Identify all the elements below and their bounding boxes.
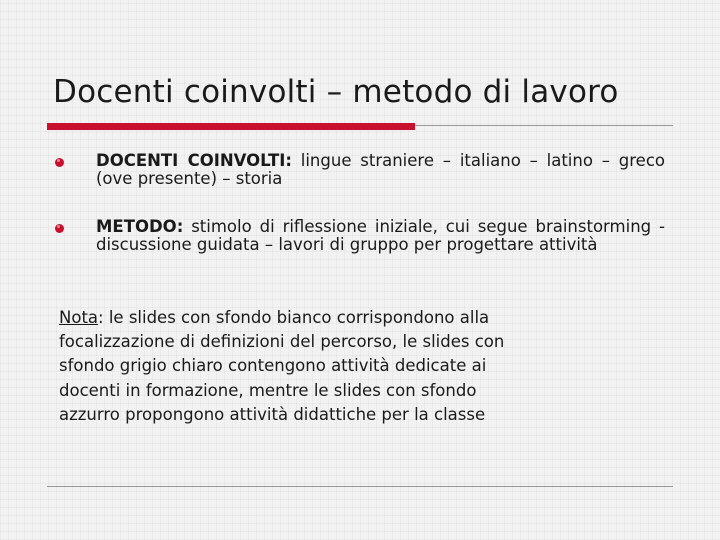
bullet-item-docenti xyxy=(55,152,665,188)
bullet-text: stimolo di riflessione iniziale, cui segue brainstorming - discussione guidata – lavori di gruppo per progettare attività xyxy=(96,217,665,254)
slide-title: Docenti coinvolti – metodo di lavoro xyxy=(53,74,619,110)
bullet-item-metodo xyxy=(55,218,665,254)
bullet-label: METODO: xyxy=(96,217,184,236)
bullet-dot-icon xyxy=(55,158,64,167)
bullet-text: lingue straniere – italiano – latino – greco (ove presente) – storia xyxy=(96,151,665,188)
note-paragraph xyxy=(59,306,539,427)
note-label: Nota xyxy=(59,308,99,327)
note-text: : le slides con sfondo bianco corrispondono alla focalizzazione di definizioni del percorso, le slides con sfondo grigio chiaro contengono attività dedicate ai docenti in formazione, mentre le slides con sfondo azzurro propongono attività didattiche per la classe xyxy=(59,308,505,424)
bullet-dot-icon xyxy=(55,224,64,233)
title-accent-bar xyxy=(47,123,415,130)
bullet-list xyxy=(55,152,665,254)
bullet-label: DOCENTI COINVOLTI: xyxy=(96,151,292,170)
bottom-divider xyxy=(47,486,673,487)
